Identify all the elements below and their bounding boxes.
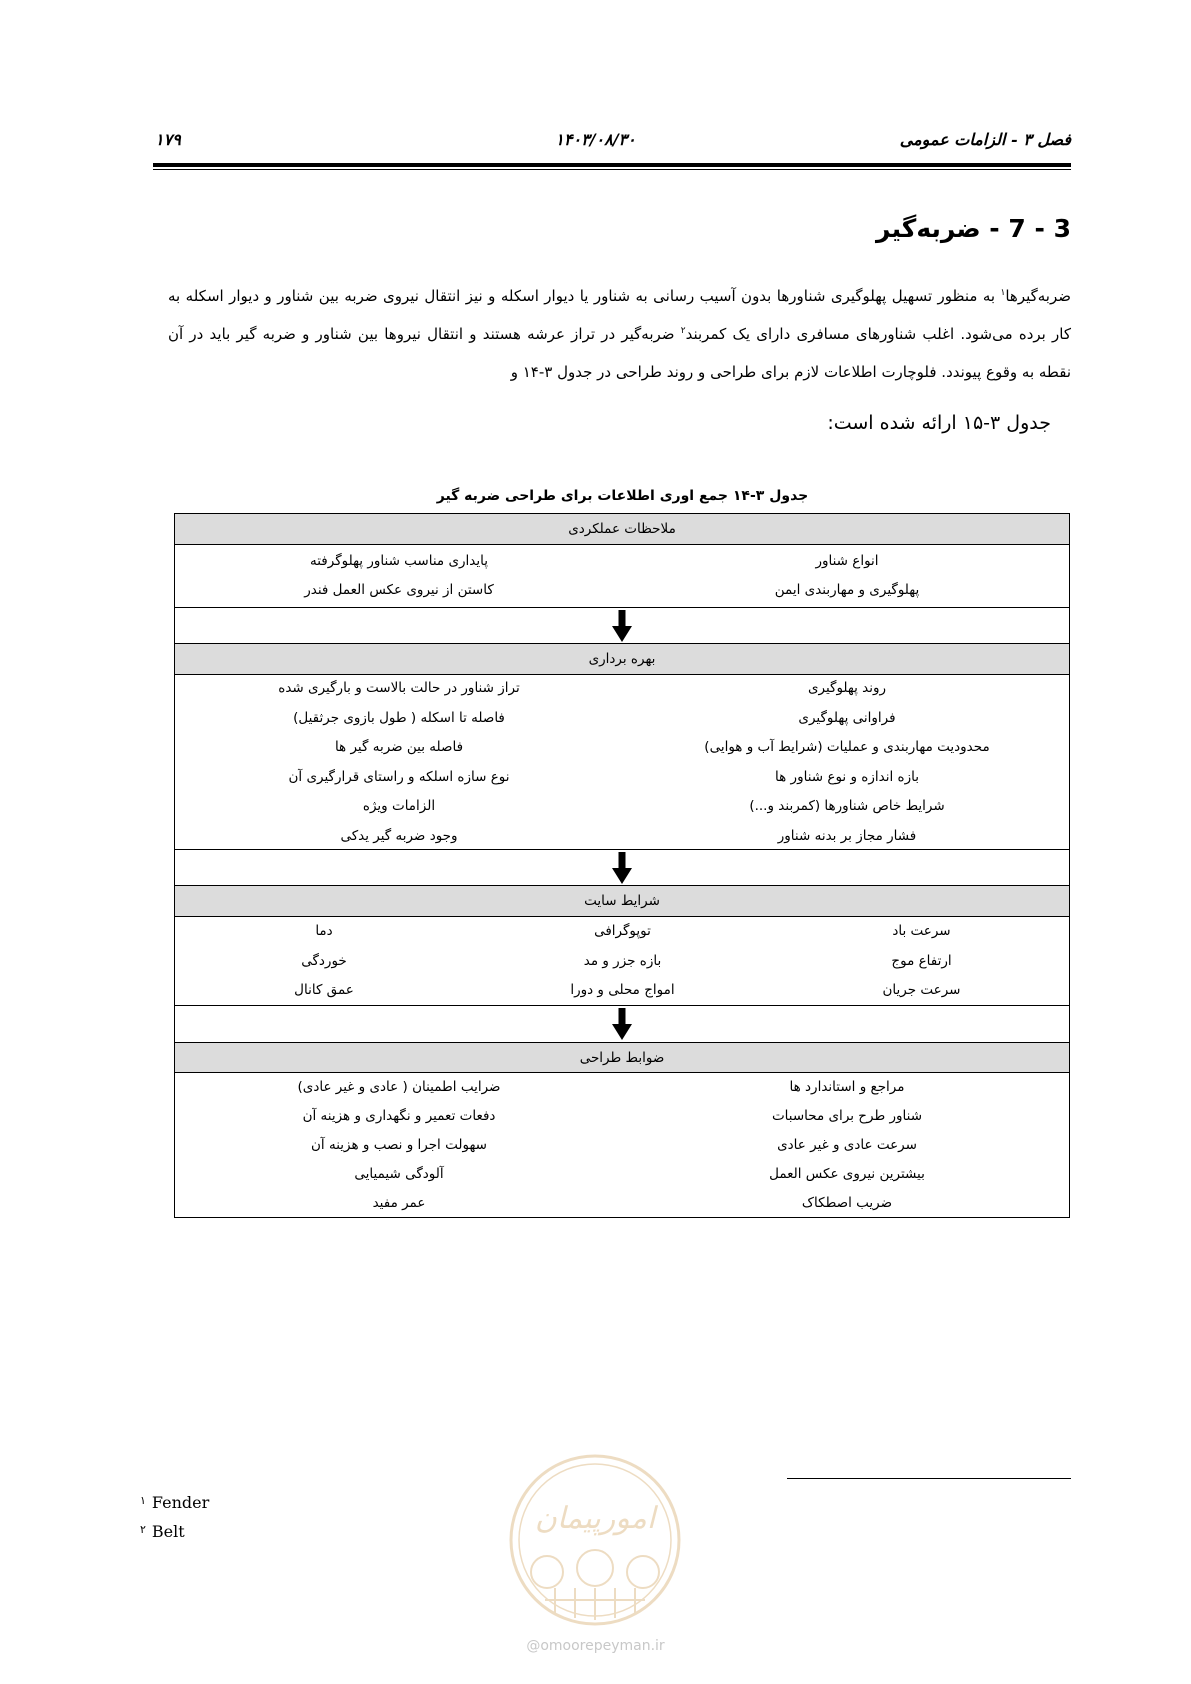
table-cell: توپوگرافی bbox=[594, 923, 651, 939]
flow-arrow-row bbox=[175, 849, 1069, 886]
section-title-operation: بهره برداری bbox=[588, 651, 656, 667]
down-arrow-icon bbox=[612, 1008, 632, 1040]
footnote-ref-2[interactable]: ۲ bbox=[680, 326, 686, 336]
section-header-operation bbox=[175, 643, 1069, 675]
table-caption: جدول ۳-۱۴ جمع اوری اطلاعات برای طراحی ضربه گیر bbox=[436, 488, 809, 504]
table-cell: خوردگی bbox=[301, 952, 347, 969]
table-cell: سرعت جریان bbox=[882, 982, 961, 998]
section-header-functional bbox=[175, 514, 1069, 545]
footnote-number: ۲ bbox=[140, 1523, 146, 1536]
table-cell: بازه اندازه و نوع شناور ها bbox=[775, 768, 919, 785]
watermark-logo bbox=[505, 1450, 685, 1630]
table-cell: آلودگی شیمیایی bbox=[354, 1166, 444, 1182]
header-rule-thin bbox=[153, 169, 1071, 170]
body-paragraph bbox=[168, 277, 1071, 391]
table-cell: نوع سازه اسلکه و راستای قرارگیری آن bbox=[288, 768, 510, 785]
table-cell: شرایط خاص شناورها (کمربند و...) bbox=[749, 798, 945, 814]
table-cell: دفعات تعمیر و نگهداری و هزینه آن bbox=[302, 1108, 496, 1124]
table-cell: الزامات ویژه bbox=[362, 798, 436, 814]
paragraph-tail: جدول ۳-۱۵ ارائه شده است: bbox=[827, 412, 1051, 434]
table-cell: فاصله بین ضربه گیر ها bbox=[334, 739, 464, 755]
table-cell: ارتفاع موج bbox=[891, 952, 952, 969]
column-right bbox=[623, 1073, 1071, 1218]
flowchart-table bbox=[174, 513, 1070, 1218]
watermark-logo-text: امورپیمان bbox=[534, 1501, 656, 1536]
column-right bbox=[623, 674, 1071, 851]
header-date: ۱۴۰۳/۰۸/۳۰ bbox=[555, 130, 636, 149]
table-cell: تراز شناور در حالت بالاست و بارگیری شده bbox=[278, 680, 520, 696]
footnote-rule bbox=[787, 1478, 1071, 1479]
footnote-1 bbox=[140, 1493, 209, 1512]
flow-arrow-row bbox=[175, 1005, 1069, 1043]
footnote-text: Belt bbox=[151, 1522, 185, 1541]
column-left bbox=[175, 1073, 623, 1218]
watermark-site: @omoorepeyman.ir bbox=[526, 1638, 665, 1654]
table-cell: فشار مجاز بر بدنه شناور bbox=[777, 827, 917, 844]
section-title-site: شرایط سایت bbox=[584, 893, 660, 909]
footnote-text: Fender bbox=[151, 1493, 210, 1512]
table-cell: عمر مفید bbox=[372, 1195, 426, 1211]
table-cell: وجود ضربه گیر یدکی bbox=[340, 827, 458, 844]
section-header-design bbox=[175, 1042, 1069, 1073]
column-left bbox=[175, 674, 623, 851]
table-cell: بازه جزر و مد bbox=[583, 952, 662, 969]
footnote-number: ۱ bbox=[140, 1494, 146, 1507]
column-right bbox=[623, 547, 1071, 605]
table-cell: کاستن از نیروی عکس العمل فندر bbox=[304, 582, 494, 598]
table-cell: فراوانی پهلوگیری bbox=[798, 709, 896, 726]
paragraph-part-2: به منظور تسهیل پهلوگیری شناورها بدون آسیب رسانی به شناور یا دیوار اسکله و نیز انتقال نیروی ضربه بین شناور و دیوار اسکله به کار برده می‌شود. اغلب شناورهای مسافری دارای یک کمربند bbox=[168, 287, 1071, 343]
paragraph-part-3: ضربه‌گیر در تراز عرشه هستند و انتقال نیروها بین شناور و ضربه گیر باید در آن نقطه به وقوع پیوندد. فلوچارت اطلاعات لازم برای طراحی و روند طراحی در جدول ۳-۱۴ و bbox=[168, 325, 1071, 381]
column-middle bbox=[473, 917, 772, 1006]
chapter-title: فصل ۳ - الزامات عمومی bbox=[899, 130, 1071, 149]
table-cell: دما bbox=[315, 923, 333, 939]
header-rule-thick bbox=[153, 163, 1071, 167]
flow-arrow-row bbox=[175, 607, 1069, 644]
paragraph-part-1: ضربه‌گیرها bbox=[1005, 287, 1071, 305]
table-cell: فاصله تا اسکله ( طول بازوی جرثقیل) bbox=[293, 709, 505, 726]
column-right bbox=[772, 917, 1071, 1006]
footnote-2 bbox=[140, 1522, 185, 1541]
table-cell: شناور طرح برای محاسبات bbox=[771, 1108, 923, 1124]
table-cell: امواج محلی و دورا bbox=[570, 982, 675, 998]
table-cell: بیشترین نیروی عکس العمل bbox=[769, 1166, 925, 1182]
table-cell: سرعت باد bbox=[892, 923, 951, 939]
table-cell: محدودیت مهاربندی و عملیات (شرایط آب و هوایی) bbox=[704, 739, 990, 755]
table-cell: پایداری مناسب شناور پهلوگرفته bbox=[309, 553, 488, 569]
table-cell: انواع شناور bbox=[815, 553, 879, 569]
table-cell: مراجع و استاندارد ها bbox=[789, 1079, 905, 1095]
table-cell: روند پهلوگیری bbox=[807, 680, 887, 696]
table-cell: سرعت عادی و غیر عادی bbox=[777, 1137, 917, 1153]
table-cell: ضرایب اطمینان ( عادی و غیر عادی) bbox=[297, 1079, 501, 1095]
section-title: 3 - 7 - ضربه‌گیر bbox=[876, 214, 1071, 243]
down-arrow-icon bbox=[612, 852, 632, 884]
section-title-functional: ملاحظات عملکردی bbox=[568, 521, 676, 537]
column-left bbox=[175, 917, 473, 1006]
section-title-design: ضوابط طراحی bbox=[579, 1049, 665, 1066]
section-header-site bbox=[175, 885, 1069, 917]
down-arrow-icon bbox=[612, 610, 632, 642]
table-cell: عمق کانال bbox=[294, 982, 354, 998]
table-cell: سهولت اجرا و نصب و هزینه آن bbox=[311, 1137, 487, 1153]
column-left bbox=[175, 547, 623, 605]
footnote-ref-1[interactable]: ۱ bbox=[1000, 288, 1006, 298]
page-number: ۱۷۹ bbox=[155, 130, 181, 149]
table-cell: پهلوگیری و مهاربندی ایمن bbox=[774, 582, 920, 598]
table-cell: ضریب اصطکاک bbox=[801, 1195, 893, 1211]
